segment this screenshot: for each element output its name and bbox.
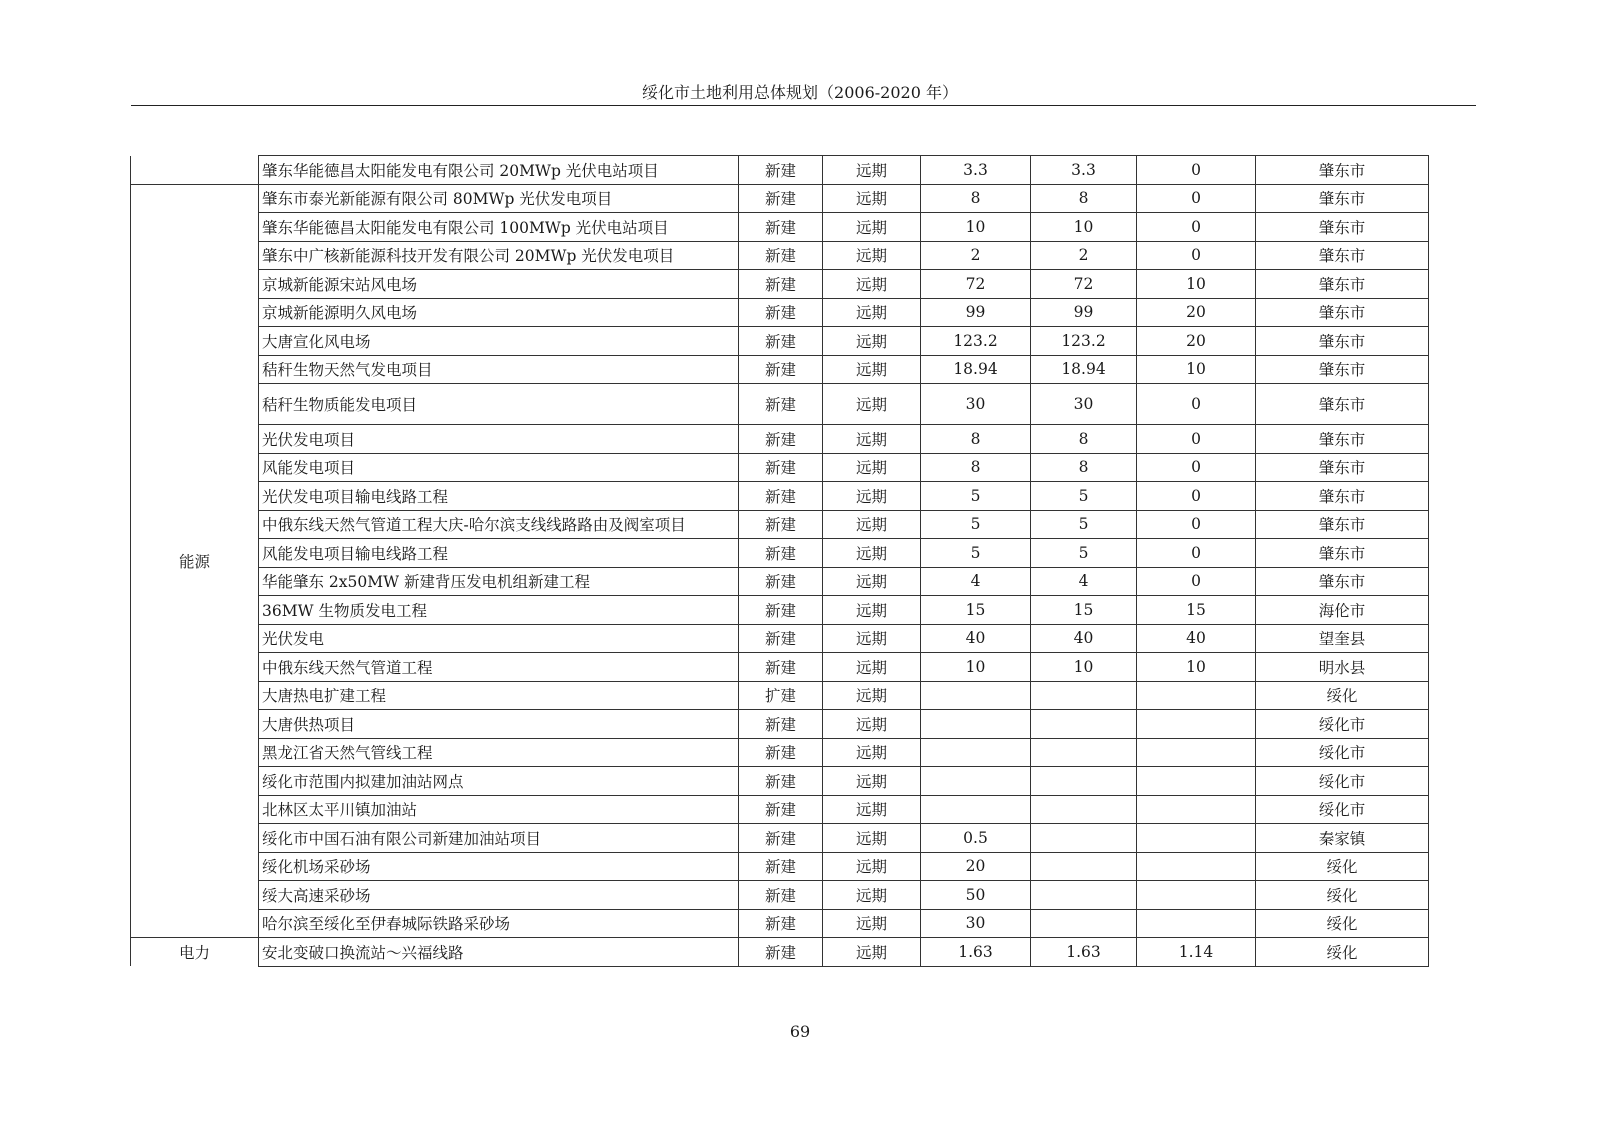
construction-type-cell: 新建 <box>739 767 823 796</box>
table-row <box>131 681 1429 710</box>
farmland-area-cell <box>1137 681 1256 710</box>
construction-type-cell: 新建 <box>739 241 823 270</box>
period-cell: 远期 <box>823 156 921 185</box>
table-row <box>131 184 1429 213</box>
construction-type-cell: 新建 <box>739 624 823 653</box>
farmland-area-cell: 0 <box>1137 453 1256 482</box>
table-row <box>131 852 1429 881</box>
farmland-area-cell: 20 <box>1137 298 1256 327</box>
table-row <box>131 624 1429 653</box>
project-name-cell: 大唐供热项目 <box>259 710 739 739</box>
location-cell: 肇东市 <box>1256 425 1429 454</box>
table-row <box>131 653 1429 682</box>
total-area-cell: 3.3 <box>921 156 1031 185</box>
farmland-area-cell <box>1137 795 1256 824</box>
project-name-cell: 光伏发电项目输电线路工程 <box>259 482 739 511</box>
project-name-cell: 绥化市范围内拟建加油站网点 <box>259 767 739 796</box>
project-name-cell: 风能发电项目 <box>259 453 739 482</box>
construction-type-cell: 新建 <box>739 213 823 242</box>
project-name-cell: 秸秆生物质能发电项目 <box>259 384 739 425</box>
location-cell: 肇东市 <box>1256 539 1429 568</box>
period-cell: 远期 <box>823 539 921 568</box>
total-area-cell: 5 <box>921 510 1031 539</box>
total-area-cell <box>921 710 1031 739</box>
period-cell: 远期 <box>823 241 921 270</box>
construction-type-cell: 新建 <box>739 824 823 853</box>
farmland-area-cell: 0 <box>1137 482 1256 511</box>
construction-type-cell: 新建 <box>739 596 823 625</box>
location-cell: 肇东市 <box>1256 184 1429 213</box>
location-cell: 绥化市 <box>1256 795 1429 824</box>
period-cell: 远期 <box>823 355 921 384</box>
construction-type-cell: 新建 <box>739 510 823 539</box>
location-cell: 绥化 <box>1256 881 1429 910</box>
construction-type-cell: 新建 <box>739 482 823 511</box>
project-name-cell: 风能发电项目输电线路工程 <box>259 539 739 568</box>
construction-type-cell: 新建 <box>739 156 823 185</box>
location-cell: 肇东市 <box>1256 567 1429 596</box>
period-cell: 远期 <box>823 184 921 213</box>
total-area-cell: 2 <box>921 241 1031 270</box>
construction-type-cell: 新建 <box>739 852 823 881</box>
period-cell: 远期 <box>823 270 921 299</box>
new-construction-area-cell: 99 <box>1031 298 1137 327</box>
construction-type-cell: 新建 <box>739 710 823 739</box>
project-table <box>130 155 1429 967</box>
farmland-area-cell: 0 <box>1137 184 1256 213</box>
new-construction-area-cell <box>1031 824 1137 853</box>
farmland-area-cell: 0 <box>1137 539 1256 568</box>
total-area-cell: 15 <box>921 596 1031 625</box>
period-cell: 远期 <box>823 327 921 356</box>
total-area-cell <box>921 681 1031 710</box>
new-construction-area-cell: 10 <box>1031 653 1137 682</box>
period-cell: 远期 <box>823 624 921 653</box>
table-row <box>131 539 1429 568</box>
total-area-cell: 123.2 <box>921 327 1031 356</box>
table-row <box>131 241 1429 270</box>
table-row <box>131 453 1429 482</box>
construction-type-cell: 新建 <box>739 355 823 384</box>
farmland-area-cell <box>1137 881 1256 910</box>
total-area-cell: 10 <box>921 213 1031 242</box>
project-name-cell: 京城新能源明久风电场 <box>259 298 739 327</box>
location-cell: 肇东市 <box>1256 270 1429 299</box>
page-number: 69 <box>789 1022 811 1041</box>
project-name-cell: 36MW 生物质发电工程 <box>259 596 739 625</box>
location-cell: 肇东市 <box>1256 453 1429 482</box>
farmland-area-cell: 0 <box>1137 156 1256 185</box>
location-cell: 绥化市 <box>1256 710 1429 739</box>
location-cell: 海伦市 <box>1256 596 1429 625</box>
period-cell: 远期 <box>823 384 921 425</box>
total-area-cell: 18.94 <box>921 355 1031 384</box>
period-cell: 远期 <box>823 710 921 739</box>
table-row <box>131 355 1429 384</box>
period-cell: 远期 <box>823 482 921 511</box>
location-cell: 肇东市 <box>1256 355 1429 384</box>
total-area-cell: 99 <box>921 298 1031 327</box>
new-construction-area-cell: 15 <box>1031 596 1137 625</box>
table-row <box>131 482 1429 511</box>
farmland-area-cell: 1.14 <box>1137 938 1256 967</box>
table-row <box>131 738 1429 767</box>
project-name-cell: 哈尔滨至绥化至伊春城际铁路采砂场 <box>259 909 739 938</box>
new-construction-area-cell <box>1031 710 1137 739</box>
new-construction-area-cell <box>1031 681 1137 710</box>
location-cell: 肇东市 <box>1256 213 1429 242</box>
farmland-area-cell <box>1137 767 1256 796</box>
project-name-cell: 肇东市泰光新能源有限公司 80MWp 光伏发电项目 <box>259 184 739 213</box>
project-name-cell: 绥大高速采砂场 <box>259 881 739 910</box>
construction-type-cell: 新建 <box>739 567 823 596</box>
location-cell: 绥化市 <box>1256 767 1429 796</box>
table-row <box>131 710 1429 739</box>
new-construction-area-cell: 123.2 <box>1031 327 1137 356</box>
construction-type-cell: 新建 <box>739 270 823 299</box>
location-cell: 肇东市 <box>1256 298 1429 327</box>
project-name-cell: 大唐热电扩建工程 <box>259 681 739 710</box>
table-body <box>131 156 1429 967</box>
construction-type-cell: 新建 <box>739 795 823 824</box>
farmland-area-cell: 15 <box>1137 596 1256 625</box>
table-row <box>131 909 1429 938</box>
location-cell: 肇东市 <box>1256 327 1429 356</box>
total-area-cell: 50 <box>921 881 1031 910</box>
total-area-cell: 5 <box>921 539 1031 568</box>
period-cell: 远期 <box>823 425 921 454</box>
project-name-cell: 绥化市中国石油有限公司新建加油站项目 <box>259 824 739 853</box>
table-row <box>131 881 1429 910</box>
period-cell: 远期 <box>823 453 921 482</box>
new-construction-area-cell: 40 <box>1031 624 1137 653</box>
table-row <box>131 270 1429 299</box>
construction-type-cell: 新建 <box>739 425 823 454</box>
total-area-cell: 30 <box>921 909 1031 938</box>
total-area-cell: 8 <box>921 453 1031 482</box>
farmland-area-cell: 0 <box>1137 510 1256 539</box>
table-row <box>131 510 1429 539</box>
new-construction-area-cell: 3.3 <box>1031 156 1137 185</box>
new-construction-area-cell <box>1031 881 1137 910</box>
total-area-cell: 20 <box>921 852 1031 881</box>
farmland-area-cell: 10 <box>1137 270 1256 299</box>
project-name-cell: 绥化机场采砂场 <box>259 852 739 881</box>
farmland-area-cell: 20 <box>1137 327 1256 356</box>
farmland-area-cell: 0 <box>1137 241 1256 270</box>
category-cell: 能源 <box>131 184 259 938</box>
table-row <box>131 795 1429 824</box>
construction-type-cell: 新建 <box>739 881 823 910</box>
location-cell: 绥化 <box>1256 681 1429 710</box>
project-name-cell: 光伏发电 <box>259 624 739 653</box>
new-construction-area-cell: 2 <box>1031 241 1137 270</box>
construction-type-cell: 新建 <box>739 384 823 425</box>
total-area-cell: 40 <box>921 624 1031 653</box>
period-cell: 远期 <box>823 824 921 853</box>
period-cell: 远期 <box>823 213 921 242</box>
location-cell: 肇东市 <box>1256 241 1429 270</box>
new-construction-area-cell: 72 <box>1031 270 1137 299</box>
construction-type-cell: 新建 <box>739 938 823 967</box>
farmland-area-cell <box>1137 824 1256 853</box>
new-construction-area-cell <box>1031 738 1137 767</box>
construction-type-cell: 新建 <box>739 738 823 767</box>
total-area-cell: 8 <box>921 425 1031 454</box>
construction-type-cell: 新建 <box>739 298 823 327</box>
new-construction-area-cell: 8 <box>1031 425 1137 454</box>
farmland-area-cell: 0 <box>1137 384 1256 425</box>
project-name-cell: 北林区太平川镇加油站 <box>259 795 739 824</box>
table-row <box>131 938 1429 967</box>
construction-type-cell: 新建 <box>739 327 823 356</box>
project-name-cell: 中俄东线天然气管道工程 <box>259 653 739 682</box>
new-construction-area-cell: 5 <box>1031 510 1137 539</box>
total-area-cell: 5 <box>921 482 1031 511</box>
new-construction-area-cell <box>1031 852 1137 881</box>
location-cell: 肇东市 <box>1256 510 1429 539</box>
project-name-cell: 京城新能源宋站风电场 <box>259 270 739 299</box>
farmland-area-cell <box>1137 738 1256 767</box>
new-construction-area-cell: 5 <box>1031 539 1137 568</box>
total-area-cell <box>921 738 1031 767</box>
farmland-area-cell: 0 <box>1137 213 1256 242</box>
total-area-cell: 30 <box>921 384 1031 425</box>
table-row <box>131 213 1429 242</box>
new-construction-area-cell: 30 <box>1031 384 1137 425</box>
location-cell: 秦家镇 <box>1256 824 1429 853</box>
farmland-area-cell <box>1137 909 1256 938</box>
project-name-cell: 肇东华能德昌太阳能发电有限公司 100MWp 光伏电站项目 <box>259 213 739 242</box>
table-row <box>131 298 1429 327</box>
total-area-cell <box>921 767 1031 796</box>
construction-type-cell: 扩建 <box>739 681 823 710</box>
farmland-area-cell <box>1137 710 1256 739</box>
table-row <box>131 824 1429 853</box>
period-cell: 远期 <box>823 681 921 710</box>
construction-type-cell: 新建 <box>739 653 823 682</box>
period-cell: 远期 <box>823 298 921 327</box>
new-construction-area-cell: 1.63 <box>1031 938 1137 967</box>
category-cell: 电力 <box>131 938 259 967</box>
period-cell: 远期 <box>823 795 921 824</box>
location-cell: 绥化 <box>1256 938 1429 967</box>
project-name-cell: 黑龙江省天然气管线工程 <box>259 738 739 767</box>
table-row <box>131 384 1429 425</box>
project-name-cell: 大唐宣化风电场 <box>259 327 739 356</box>
project-name-cell: 秸秆生物天然气发电项目 <box>259 355 739 384</box>
new-construction-area-cell: 10 <box>1031 213 1137 242</box>
period-cell: 远期 <box>823 653 921 682</box>
farmland-area-cell: 40 <box>1137 624 1256 653</box>
new-construction-area-cell: 8 <box>1031 453 1137 482</box>
construction-type-cell: 新建 <box>739 909 823 938</box>
table-row <box>131 327 1429 356</box>
table-row <box>131 567 1429 596</box>
farmland-area-cell <box>1137 852 1256 881</box>
period-cell: 远期 <box>823 738 921 767</box>
document-header-title: 绥化市土地利用总体规划（2006-2020 年） <box>642 83 958 102</box>
new-construction-area-cell: 18.94 <box>1031 355 1137 384</box>
new-construction-area-cell: 4 <box>1031 567 1137 596</box>
period-cell: 远期 <box>823 909 921 938</box>
table-row <box>131 425 1429 454</box>
period-cell: 远期 <box>823 881 921 910</box>
location-cell: 绥化 <box>1256 852 1429 881</box>
period-cell: 远期 <box>823 596 921 625</box>
period-cell: 远期 <box>823 510 921 539</box>
total-area-cell: 72 <box>921 270 1031 299</box>
total-area-cell: 10 <box>921 653 1031 682</box>
project-name-cell: 光伏发电项目 <box>259 425 739 454</box>
new-construction-area-cell <box>1031 795 1137 824</box>
period-cell: 远期 <box>823 852 921 881</box>
construction-type-cell: 新建 <box>739 453 823 482</box>
farmland-area-cell: 0 <box>1137 567 1256 596</box>
construction-type-cell: 新建 <box>739 184 823 213</box>
project-name-cell: 肇东华能德昌太阳能发电有限公司 20MWp 光伏电站项目 <box>259 156 739 185</box>
project-name-cell: 中俄东线天然气管道工程大庆-哈尔滨支线线路路由及阀室项目 <box>259 510 739 539</box>
period-cell: 远期 <box>823 767 921 796</box>
farmland-area-cell: 0 <box>1137 425 1256 454</box>
category-cell <box>131 156 259 185</box>
header-rule <box>131 105 1476 106</box>
new-construction-area-cell <box>1031 909 1137 938</box>
location-cell: 望奎县 <box>1256 624 1429 653</box>
period-cell: 远期 <box>823 567 921 596</box>
project-name-cell: 肇东中广核新能源科技开发有限公司 20MWp 光伏发电项目 <box>259 241 739 270</box>
location-cell: 肇东市 <box>1256 156 1429 185</box>
construction-type-cell: 新建 <box>739 539 823 568</box>
farmland-area-cell: 10 <box>1137 653 1256 682</box>
total-area-cell: 8 <box>921 184 1031 213</box>
location-cell: 绥化 <box>1256 909 1429 938</box>
new-construction-area-cell: 8 <box>1031 184 1137 213</box>
table-row <box>131 596 1429 625</box>
table-row <box>131 156 1429 185</box>
total-area-cell: 1.63 <box>921 938 1031 967</box>
period-cell: 远期 <box>823 938 921 967</box>
location-cell: 肇东市 <box>1256 482 1429 511</box>
new-construction-area-cell <box>1031 767 1137 796</box>
farmland-area-cell: 10 <box>1137 355 1256 384</box>
location-cell: 明水县 <box>1256 653 1429 682</box>
total-area-cell: 0.5 <box>921 824 1031 853</box>
total-area-cell: 4 <box>921 567 1031 596</box>
location-cell: 肇东市 <box>1256 384 1429 425</box>
total-area-cell <box>921 795 1031 824</box>
table-row <box>131 767 1429 796</box>
project-name-cell: 华能肇东 2x50MW 新建背压发电机组新建工程 <box>259 567 739 596</box>
new-construction-area-cell: 5 <box>1031 482 1137 511</box>
location-cell: 绥化市 <box>1256 738 1429 767</box>
project-name-cell: 安北变破口换流站～兴福线路 <box>259 938 739 967</box>
